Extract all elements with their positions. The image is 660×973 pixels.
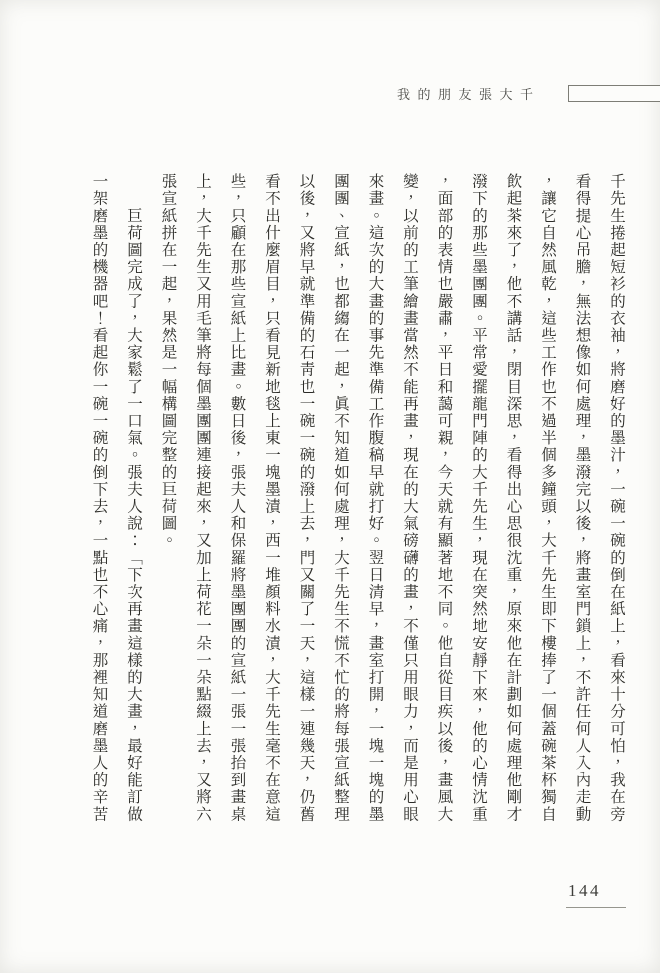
text-column: 看得提心吊膽，無法想像如何處理，墨潑完以後，將畫室門鎖上，不許任何人入內走動 <box>573 173 591 823</box>
thumb-index-box <box>568 85 660 102</box>
text-column: 看不出什麼眉目，只看見新地毯上東一塊墨漬，西一堆顏料水漬，大千先生毫不在意這 <box>263 173 280 823</box>
text-column: 上，大千先生又用毛筆將每個墨團團連接起來，又加上荷花一朵一朵點綴上去，又將六 <box>194 173 211 823</box>
text-column: 團團、宣紙，也都縐在一起，眞不知道如何處理，大千先生不慌不忙的將每張宣紙整理 <box>332 173 349 823</box>
text-column: ，面部的表情也嚴肅，平日和藹可親，今天就有顯著地不同。他自從目疾以後，畫風大 <box>435 173 453 823</box>
text-column: 來畫。這次的大畫的事先準備工作腹稿早就打好。翌日清早，畫室打開，一塊一塊的墨 <box>366 173 384 823</box>
text-column: 潑下的那些墨團團。平常愛擺龍門陣的大千先生，現在突然地安靜下來，他的心情沈重 <box>470 173 487 823</box>
text-column: 張宣紙拼在一起，果然是一幅構圖完整的巨荷圖。 <box>159 173 177 550</box>
text-column: ，讓它自然風乾，這些工作也不過半個多鐘頭，大千先生即下樓捧了一個蓋碗茶杯獨自 <box>539 173 556 823</box>
page-number-rule <box>566 907 626 908</box>
body-text <box>73 173 625 863</box>
text-column: 飲起茶來了，他不講話，閉目深思，看得出心思很沈重，原來他在計劃如何處理他剛才 <box>504 173 522 823</box>
text-column: 些，只顧在那些宣紙上比畫。數日後，張夫人和保羅將墨團團的宣紙一張一張抬到畫桌 <box>228 173 246 823</box>
text-column-paragraph-start: 巨荷圖完成了，大家鬆了一口氣。張夫人說：「下次再畫這樣的大畫，最好能訂做 <box>125 173 142 823</box>
running-header-title: 我的朋友張大千 <box>397 87 541 102</box>
text-column: 以後，又將早就準備的石靑也一碗一碗的潑上去，門又關了一天，這樣一連幾天，仍舊 <box>297 173 315 823</box>
text-column: 變，以前的工筆繪畫當然不能再畫，現在的大氣磅礴的畫，不僅只用眼力，而是用心眼 <box>401 173 418 823</box>
text-column: 千先生捲起短衫的衣袖，將磨好的墨汁，一碗一碗的倒在紙上，看來十分可怕，我在旁 <box>608 173 625 823</box>
running-header <box>397 84 660 104</box>
page-number: 144 <box>568 881 601 900</box>
text-column: 一架磨墨的機器吧！看起你一碗一碗的倒下去，一點也不心痛，那裡知道磨墨人的辛苦 <box>90 173 108 823</box>
